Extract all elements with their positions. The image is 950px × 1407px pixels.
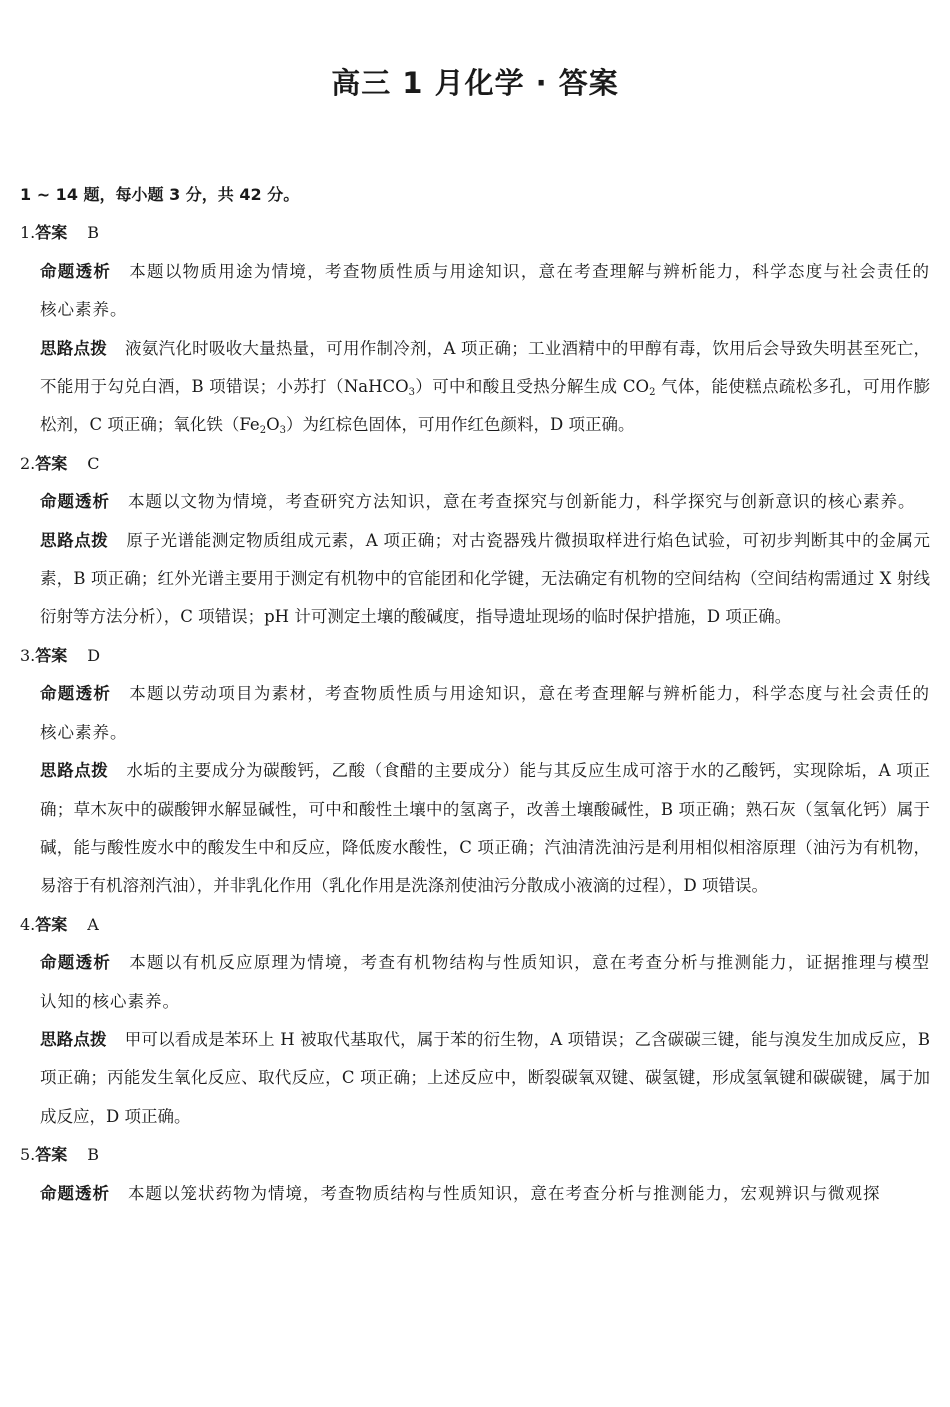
analysis-paragraph	[40, 675, 930, 752]
answer-value: D	[87, 645, 101, 665]
question-3-header	[20, 637, 930, 675]
analysis-paragraph	[40, 1175, 930, 1213]
hint-paragraph	[40, 330, 930, 445]
question-number: 1.	[20, 223, 36, 243]
answer-value: B	[87, 223, 100, 243]
analysis-text: 本题以物质用途为情境，考查物质性质与用途知识，意在考查理解与辨析能力，科学态度与社会责任的核心素养。	[40, 261, 931, 320]
hint-paragraph	[40, 752, 930, 906]
analysis-paragraph	[40, 253, 930, 330]
question-2	[20, 445, 930, 637]
answer-label: 答案	[35, 645, 68, 665]
hint-label: 思路点拨	[40, 761, 109, 781]
hint-text: 甲可以看成是苯环上 H 被取代基取代，属于苯的衍生物，A 项错误；乙含碳碳三键，能与溴发生加成反应，B 项正确；丙能发生氧化反应、取代反应，C 项正确；上述反应中，断裂碳氧双键、碳氢键，形成氢氧键和碳碳键，属于加成反应，D 项正确。	[40, 1029, 930, 1126]
hint-text: O	[266, 415, 280, 435]
answer-label: 答案	[35, 1145, 68, 1165]
hint-paragraph	[40, 1021, 930, 1136]
analysis-text: 本题以文物为情境，考查研究方法知识，意在考查探究与创新能力，科学探究与创新意识的核心素养。	[128, 492, 916, 512]
hint-label: 思路点拨	[40, 530, 109, 550]
analysis-label: 命题透析	[40, 492, 110, 512]
hint-text: 原子光谱能测定物质组成元素，A 项正确；对古瓷器残片微损取样进行焰色试验，可初步判断其中的金属元素，B 项正确；红外光谱主要用于测定有机物中的官能团和化学键，无法确定有机物的空间结构（空间结构需通过 X 射线衍射等方法分析），C 项错误；pH 计可测定土壤的酸碱度，指导遗址现场的临时保护措施，D 项正确。	[40, 530, 930, 627]
analysis-text: 本题以笼状药物为情境，考查物质结构与性质知识，意在考查分析与推测能力，宏观辨识与微观探	[128, 1183, 881, 1203]
analysis-label: 命题透析	[40, 953, 112, 973]
subscript: 3	[279, 425, 286, 437]
analysis-label: 命题透析	[40, 1183, 110, 1203]
hint-label: 思路点拨	[40, 1029, 107, 1049]
analysis-text: 本题以有机反应原理为情境，考查有机物结构与性质知识，意在考查分析与推测能力，证据推理与模型认知的核心素养。	[40, 953, 931, 1011]
question-1-header	[20, 214, 930, 252]
hint-text: 水垢的主要成分为碳酸钙，乙酸（食醋的主要成分）能与其反应生成可溶于水的乙酸钙，实现除垢，A 项正确；草木灰中的碳酸钾水解显碱性，可中和酸性土壤中的氢离子，改善土壤酸碱性，B 项正确；熟石灰（氢氧化钙）属于碱，能与酸性废水中的酸发生中和反应，降低废水酸性，C 项正确；汽油清洗油污是利用相似相溶原理（油污为有机物，易溶于有机溶剂汽油），并非乳化作用（乳化作用是洗涤剂使油污分散成小液滴的过程），D 项错误。	[40, 761, 930, 896]
answer-value: C	[87, 453, 100, 473]
answer-label: 答案	[35, 223, 68, 243]
answer-value: B	[87, 1145, 100, 1165]
hint-text: 液氨汽化时吸收大量热量，可用作制冷剂，A 项正确；工业酒精中的甲醇有毒，饮用后会导致失明甚至死亡，不能用于勾兑白酒，B 项错误；小苏打（NaHCO	[40, 338, 930, 397]
answer-label: 答案	[35, 453, 68, 473]
analysis-label: 命题透析	[40, 684, 112, 704]
question-4-header	[20, 906, 930, 944]
subscript: 2	[649, 387, 656, 399]
answer-label: 答案	[35, 914, 68, 934]
analysis-label: 命题透析	[40, 261, 112, 281]
page-title: 高三 1 月化学 · 答案	[331, 66, 619, 100]
hint-label: 思路点拨	[40, 338, 108, 358]
analysis-paragraph	[40, 944, 930, 1021]
subscript: 2	[259, 425, 267, 437]
question-3	[20, 637, 930, 906]
question-5	[20, 1136, 930, 1213]
analysis-text: 本题以劳动项目为素材，考查物质性质与用途知识，意在考查理解与辨析能力，科学态度与社会责任的核心素养。	[40, 684, 931, 742]
hint-paragraph	[40, 522, 930, 637]
question-number: 3.	[20, 645, 36, 665]
question-number: 2.	[20, 453, 36, 473]
section-intro: 1 ~ 14 题，每小题 3 分，共 42 分。	[20, 185, 300, 204]
hint-text: ）为红棕色固体，可用作红色颜料，D 项正确。	[285, 415, 635, 435]
hint-text: 气体，能使糕点疏松多孔，可用作膨松剂，C 项正确；氧化铁（Fe	[40, 377, 931, 435]
analysis-paragraph	[40, 483, 930, 521]
answer-value: A	[87, 914, 99, 934]
question-2-header	[20, 445, 930, 483]
question-number: 4.	[20, 914, 36, 934]
question-4	[20, 906, 930, 1136]
hint-text: ）可中和酸且受热分解生成 CO	[415, 377, 650, 397]
question-1	[20, 214, 930, 444]
question-5-header	[20, 1136, 930, 1174]
question-number: 5.	[20, 1145, 36, 1165]
subscript: 3	[408, 387, 416, 399]
